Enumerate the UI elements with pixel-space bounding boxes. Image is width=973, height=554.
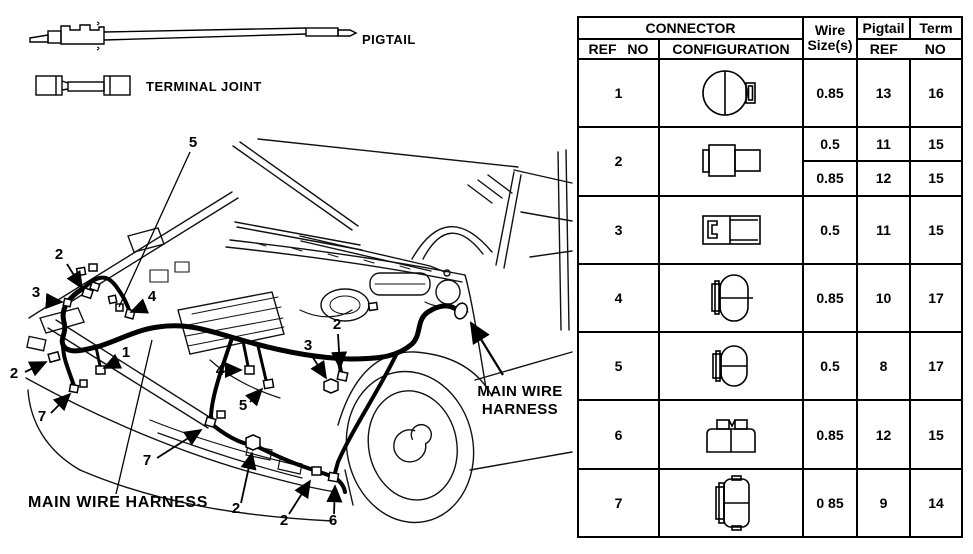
- tall-connector-icon: [695, 475, 767, 531]
- term-no-cell: 14: [910, 469, 962, 537]
- callout-5: 5: [188, 134, 198, 151]
- configuration-cell: [659, 264, 803, 332]
- rect-connector-icon: [695, 134, 767, 188]
- oval-connector-icon: [695, 271, 767, 325]
- table-header-row-1: [578, 17, 962, 39]
- table-row: [578, 127, 962, 161]
- table-row: [578, 332, 962, 400]
- term-header: Term: [910, 17, 962, 39]
- pigtail-ref-cell: 12: [857, 161, 910, 195]
- hex-connector: [246, 435, 260, 450]
- term-no-cell: 15: [910, 196, 962, 264]
- door-edge: [558, 150, 569, 330]
- pigtail-ref-cell: 12: [857, 400, 910, 468]
- ref-no-cell: 1: [578, 59, 659, 127]
- table-header-row-2: [578, 39, 962, 59]
- ref-no-cell: 2: [578, 127, 659, 195]
- configuration-cell: [659, 469, 803, 537]
- dual-tab-connector-icon: [695, 408, 767, 462]
- term-no-cell: 17: [910, 264, 962, 332]
- connector-table: [577, 16, 963, 538]
- hex-connector: [324, 379, 338, 393]
- terminal-joint-label: TERMINAL JOINT: [146, 79, 262, 94]
- connector-header: CONNECTOR: [578, 17, 803, 39]
- term-no-cell: 15: [910, 400, 962, 468]
- pigtail-ref-cell: 13: [857, 59, 910, 127]
- front-wheel: [333, 360, 488, 535]
- table-row: [578, 400, 962, 468]
- wire-size-cell: 0.5: [803, 332, 857, 400]
- wire-size-cell: 0.85: [803, 59, 857, 127]
- pigtail-label: PIGTAIL: [362, 32, 416, 47]
- callout-2: 2: [279, 512, 289, 529]
- callout-6: 6: [328, 512, 338, 529]
- callout-7: 7: [37, 408, 47, 425]
- strut-cap: [436, 280, 460, 304]
- wire-size-cell: 0 85: [803, 469, 857, 537]
- callout-2: 2: [332, 316, 342, 333]
- pigtail-ref-cell: 9: [857, 469, 910, 537]
- pigtail-ref-cell: 11: [857, 196, 910, 264]
- terminal-joint-drawing: [36, 76, 130, 95]
- car-outline: [26, 139, 572, 534]
- mirror-arc: [412, 227, 492, 259]
- callout-numbers: [10, 134, 341, 529]
- callout-4: 4: [215, 362, 225, 379]
- wire-size-cell: 0.5: [803, 196, 857, 264]
- table-row: [578, 59, 962, 127]
- wire-size-cell: 0.5: [803, 127, 857, 161]
- ref-no-cell: 7: [578, 469, 659, 537]
- ref-no-cell: 4: [578, 264, 659, 332]
- pigtail-ref-cell: 11: [857, 127, 910, 161]
- ref-no-cell: 6: [578, 400, 659, 468]
- pigtail-ref-cell: 10: [857, 264, 910, 332]
- callout-2: 2: [9, 365, 19, 382]
- callout-arrows: [25, 152, 503, 514]
- callout-3: 3: [31, 284, 41, 301]
- windshield-left-edge: [233, 142, 358, 230]
- roof-front-edge: [258, 139, 518, 167]
- table-row: [578, 469, 962, 537]
- a-pillar: [496, 172, 521, 268]
- callout-2: 2: [54, 246, 64, 263]
- callout-7: 7: [142, 452, 152, 469]
- wire-size-cell: 0.85: [803, 264, 857, 332]
- pigtail-term-ref-no-header: REF NO: [857, 39, 962, 59]
- main-wire-harness-label-left: MAIN WIRE HARNESS: [28, 494, 208, 511]
- wire-size-cell: 0.85: [803, 161, 857, 195]
- rect-divided-connector-icon: [695, 203, 767, 257]
- ref-no-header: REF NO: [578, 39, 659, 59]
- callout-3: 3: [303, 337, 313, 354]
- pigtail-drawing: [30, 22, 356, 50]
- configuration-header: CONFIGURATION: [659, 39, 803, 59]
- pigtail-header: Pigtail: [857, 17, 910, 39]
- main-wire-harness-label-right-line2: HARNESS: [481, 401, 559, 418]
- term-no-cell: 16: [910, 59, 962, 127]
- configuration-cell: [659, 332, 803, 400]
- configuration-cell: [659, 196, 803, 264]
- pigtail-ref-cell: 8: [857, 332, 910, 400]
- wire-size-cell: 0.85: [803, 400, 857, 468]
- round-connector-icon: [695, 66, 767, 120]
- callout-5: 5: [238, 397, 248, 414]
- term-no-cell: 15: [910, 161, 962, 195]
- oval-connector-icon: [695, 339, 767, 393]
- callout-4: 4: [147, 288, 157, 305]
- configuration-cell: [659, 127, 803, 195]
- wire-sizes-header: Wire Size(s): [803, 17, 857, 59]
- table-row: [578, 264, 962, 332]
- term-no-cell: 15: [910, 127, 962, 161]
- table-row: [578, 196, 962, 264]
- ref-no-cell: 3: [578, 196, 659, 264]
- callout-2: 2: [231, 500, 241, 517]
- configuration-cell: [659, 59, 803, 127]
- main-wire-harness-label-right-line1: MAIN WIRE: [477, 383, 563, 400]
- term-no-cell: 17: [910, 332, 962, 400]
- configuration-cell: [659, 400, 803, 468]
- callout-1: 1: [121, 344, 131, 361]
- ref-no-cell: 5: [578, 332, 659, 400]
